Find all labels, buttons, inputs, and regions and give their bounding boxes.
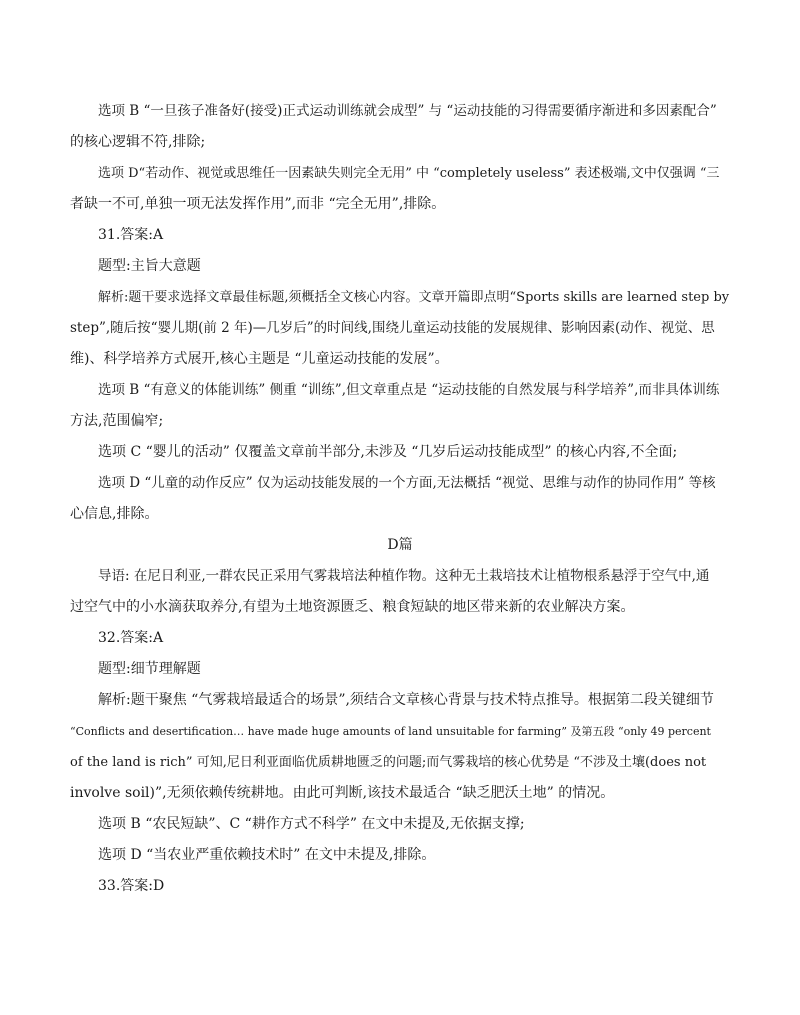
analysis-32-line-4: involve soil)”,无须依赖传统耕地。由此可判断,该技术最适合 “缺乏肥沃土地” 的情况。 — [70, 785, 615, 801]
answer-31: 31.答案:A — [98, 227, 164, 243]
option-b-31-line-1: 选项 B “有意义的体能训练” 侧重 “训练”,但文章重点是 “运动技能的自然发展与科学培养”,而非具体训练 — [98, 382, 720, 398]
analysis-32-line-1: 解析:题干聚焦 “气雾栽培最适合的场景”,须结合文章核心背景与技术特点推导。根据第二段关键细节 — [98, 692, 714, 708]
option-d-32: 选项 D “当农业严重依赖技术时” 在文中未提及,排除。 — [98, 847, 436, 863]
section-heading-d: D篇 — [387, 537, 413, 553]
option-b-31-line-2: 方法,范围偏窄; — [70, 413, 164, 429]
intro-line-2: 过空气中的小水滴获取养分,有望为土地资源匮乏、粮食短缺的地区带来新的农业解决方案。 — [70, 599, 635, 615]
option-c-31: 选项 C “婴儿的活动” 仅覆盖文章前半部分,未涉及 “几岁后运动技能成型” 的核心内容,不全面; — [98, 444, 678, 460]
answer-32: 32.答案:A — [98, 630, 164, 646]
option-b-explanation-line-1: 选项 B “一旦孩子准备好(接受)正式运动训练就会成型” 与 “运动技能的习得需要循序渐进和多因素配合” — [98, 103, 717, 119]
option-d-31-line-1: 选项 D “儿童的动作反应” 仅为运动技能发展的一个方面,无法概括 “视觉、思维与动作的协同作用” 等核 — [98, 475, 716, 491]
analysis-32-line-3: of the land is rich” 可知,尼日利亚面临优质耕地匮乏的问题;而气雾栽培的核心优势是 “不涉及土壤(does not — [70, 755, 707, 770]
option-b-explanation-line-2: 的核心逻辑不符,排除; — [70, 134, 206, 150]
option-d-31-line-2: 心信息,排除。 — [70, 506, 159, 522]
question-type-31: 题型:主旨大意题 — [98, 258, 201, 274]
option-d-explanation-line-2: 者缺一不可,单独一项无法发挥作用”,而非 “完全无用”,排除。 — [70, 196, 446, 212]
answer-33: 33.答案:D — [98, 878, 165, 894]
analysis-31-line-2: step”,随后按“婴儿期(前 2 年)—几岁后”的时间线,围绕儿童运动技能的发展规律、影响因素(动作、视觉、思 — [70, 320, 715, 336]
document-page — [70, 96, 730, 902]
analysis-31-line-3: 维)、科学培养方式展开,核心主题是 “儿童运动技能的发展”。 — [70, 351, 449, 367]
intro-line-1: 导语: 在尼日利亚,一群农民正采用气雾栽培法种植作物。这种无土栽培技术让植物根系悬浮于空气中,通 — [98, 568, 710, 584]
question-type-32: 题型:细节理解题 — [98, 661, 201, 677]
option-d-explanation-line-1: 选项 D“若动作、视觉或思维任一因素缺失则完全无用” 中 “completely useless” 表述极端,文中仅强调 “三 — [98, 166, 720, 181]
option-bc-32: 选项 B “农民短缺”、C “耕作方式不科学” 在文中未提及,无依据支撑; — [98, 816, 525, 832]
analysis-31-line-1: 解析:题干要求选择文章最佳标题,须概括全文核心内容。文章开篇即点明“Sports skills are learned step by — [98, 290, 730, 305]
analysis-32-line-2: “Conflicts and desertification… have made huge amounts of land unsuitable for farming” 及第五段 “only 49 percent — [70, 725, 711, 738]
